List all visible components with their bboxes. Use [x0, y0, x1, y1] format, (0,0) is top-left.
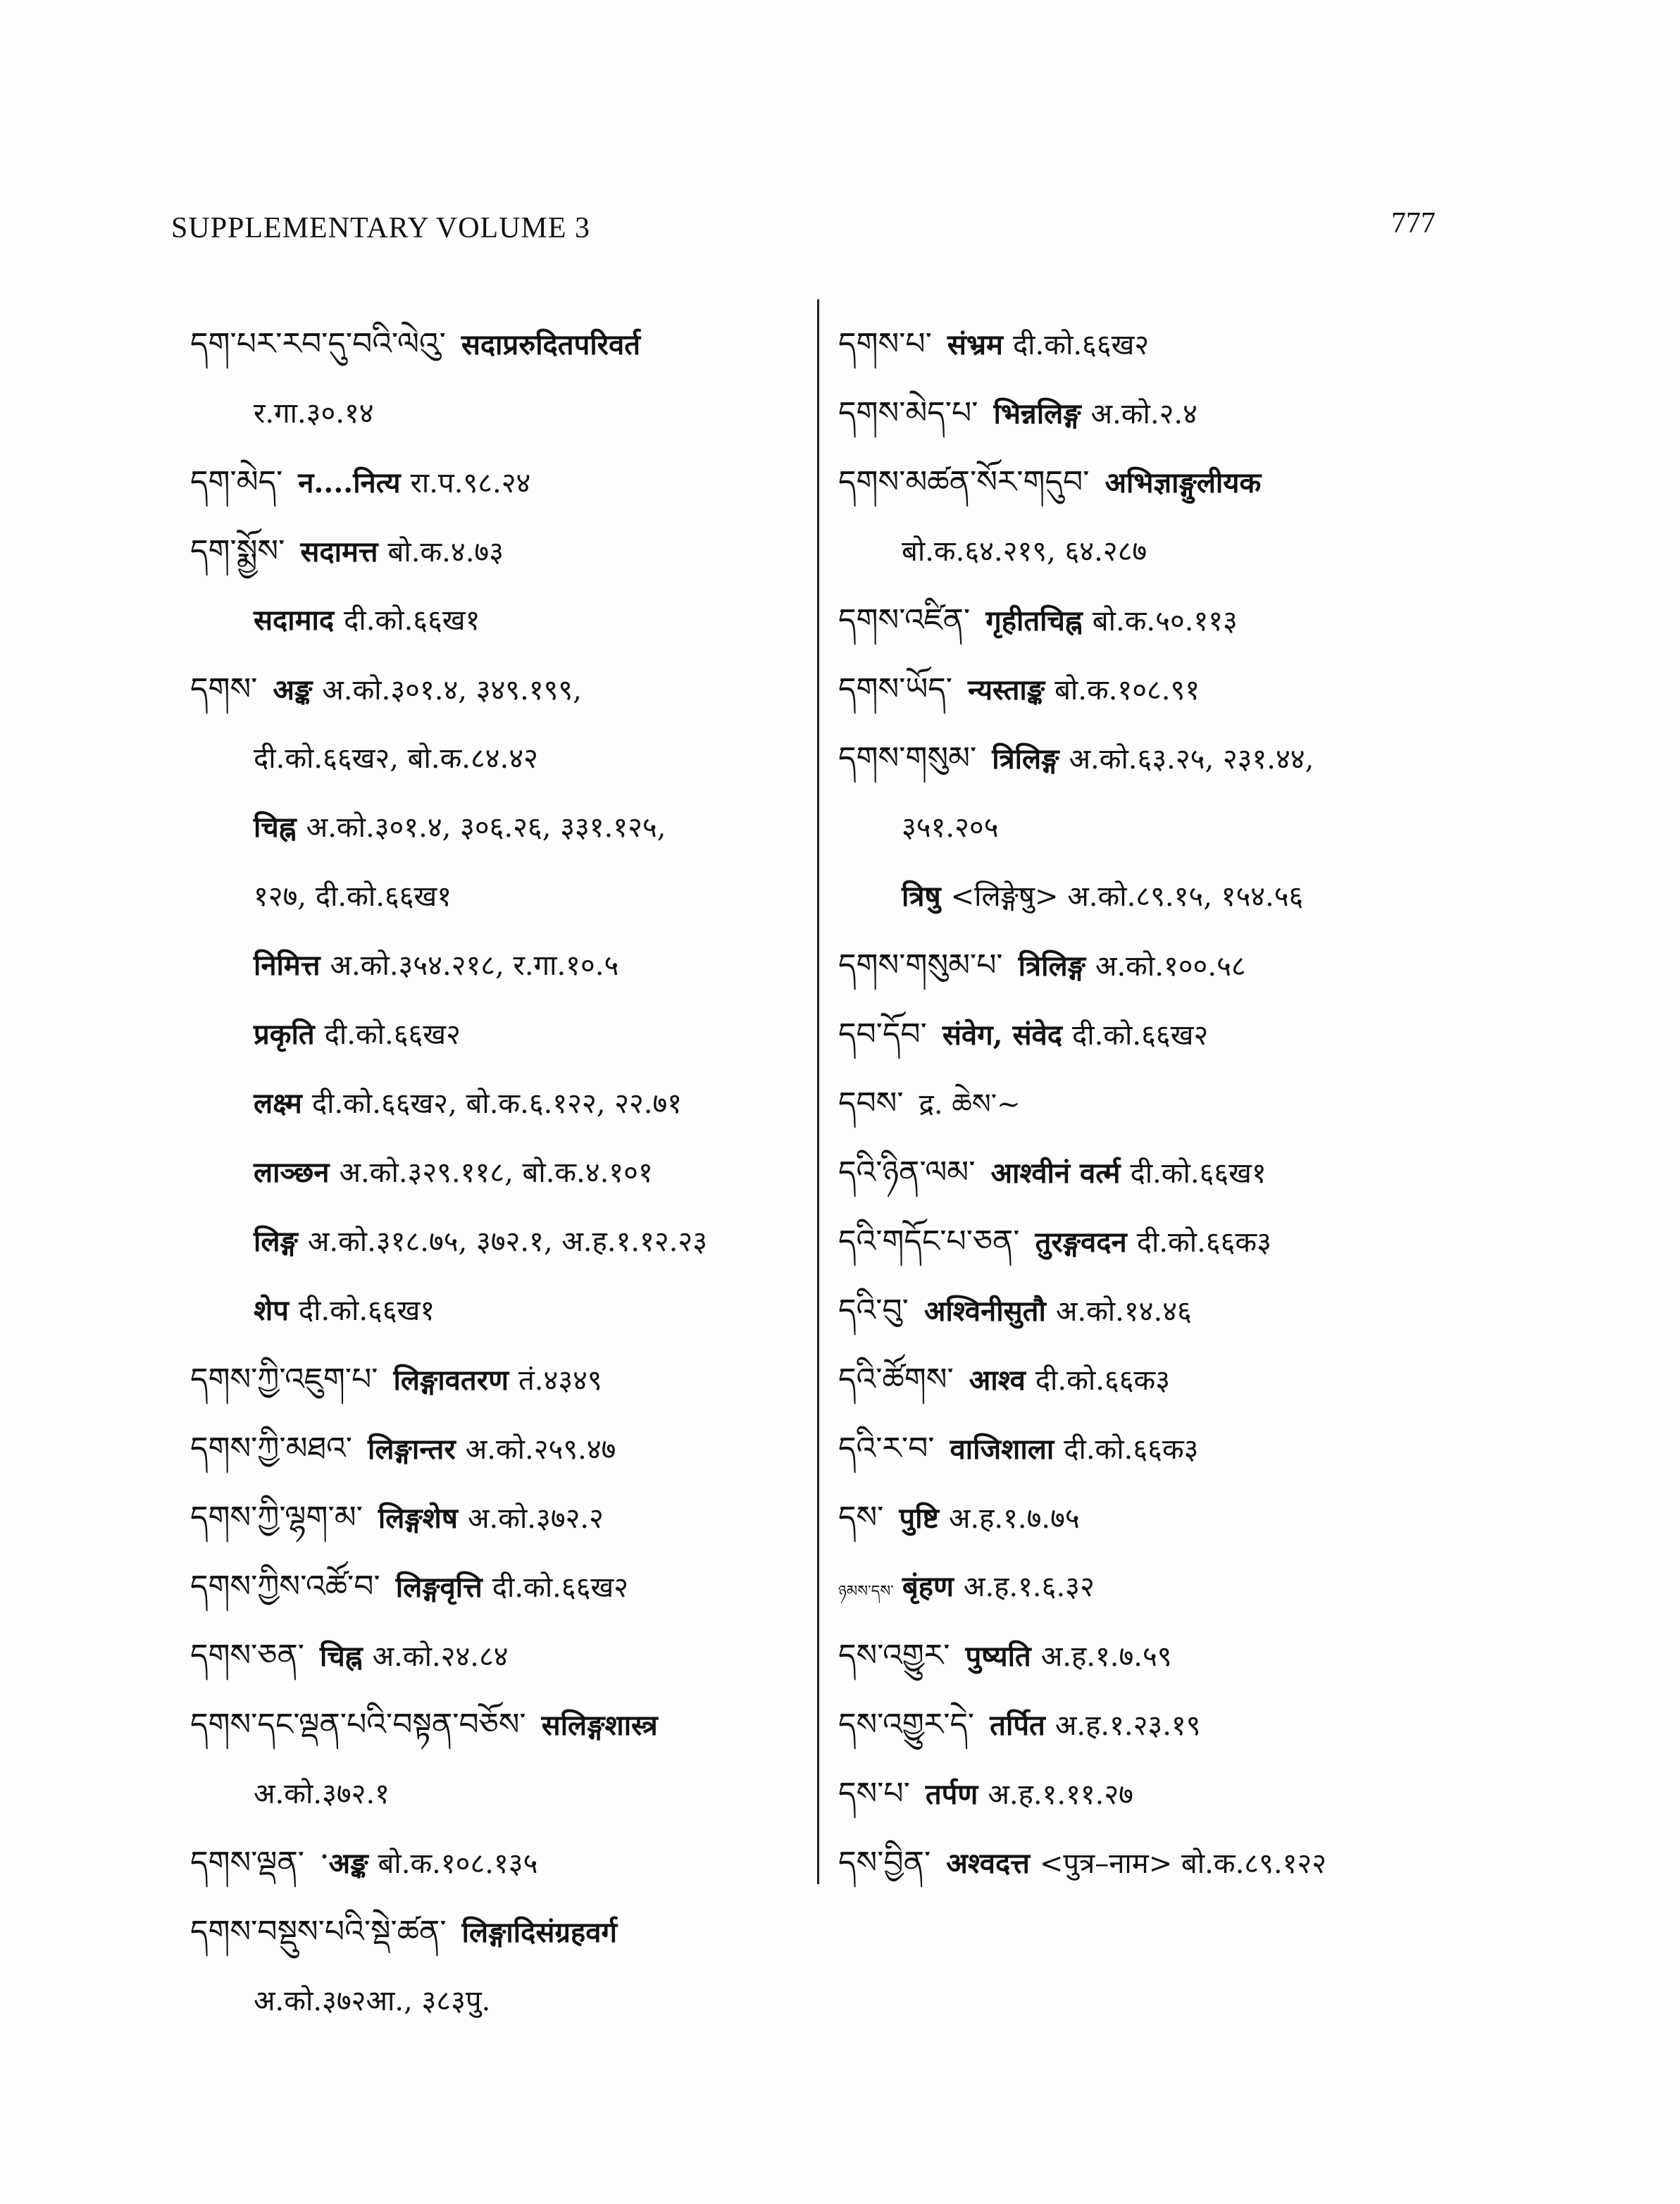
dictionary-entry — [838, 448, 1472, 517]
source-reference: बो.क.१०८.९१ — [1054, 674, 1200, 706]
dictionary-entry — [838, 1691, 1472, 1760]
sanskrit-gloss: लिङ्गावतरण — [393, 1364, 509, 1397]
dictionary-entry — [190, 1898, 810, 1967]
sanskrit-gloss: ॱअङ्क — [319, 1847, 368, 1880]
entry-continuation — [838, 793, 1472, 862]
entry-continuation — [190, 1207, 810, 1276]
sanskrit-gloss: न....नित्य — [298, 466, 401, 499]
entry-continuation — [190, 1000, 810, 1069]
tibetan-headword: དའི་ཚོགས་ — [838, 1362, 954, 1397]
source-reference: अ.ह.१.२३.१९ — [1054, 1710, 1201, 1742]
dictionary-entry — [838, 586, 1472, 655]
tibetan-headword: དགས་གསུམ་ — [838, 740, 977, 776]
dictionary-entry — [190, 517, 810, 586]
sanskrit-gloss: त्रिलिङ्ग — [992, 742, 1059, 776]
source-reference: बो.क.५०.११३ — [1092, 605, 1238, 637]
dictionary-entry — [838, 1483, 1472, 1552]
source-reference: अ.को.३७२आ., ३८३पु. — [254, 1985, 491, 2017]
tibetan-headword: དག་པར་རབ་དུ་བའི་ལེའུ་ — [190, 326, 446, 362]
source-reference: दी.को.६६क३ — [1035, 1364, 1171, 1397]
sanskrit-gloss: त्रिलिङ्ग — [1018, 950, 1085, 983]
source-reference: बो.क.६४.२१९, ६४.२८७ — [902, 535, 1147, 568]
tibetan-headword: ཉམས་དས་ — [838, 1583, 894, 1600]
source-reference: अ.को.२५९.४७ — [465, 1433, 616, 1466]
source-reference: अ.को.३१८.७५, ३७२.१, अ.ह.१.१२.२३ — [307, 1226, 708, 1258]
tibetan-headword: དགས་མེད་པ་ — [838, 395, 978, 431]
dictionary-entry — [838, 931, 1472, 1000]
source-reference: बो.क.४.७३ — [387, 536, 504, 568]
dictionary-entry — [838, 1276, 1472, 1345]
source-reference: ३५१.२०५ — [902, 811, 999, 844]
tibetan-headword: དགས་གསུམ་པ་ — [838, 947, 1003, 983]
dictionary-entry — [190, 1829, 810, 1898]
sanskrit-gloss: सदामत्त — [300, 535, 378, 568]
source-reference: अ.को.६३.२५, २३१.४४, — [1069, 743, 1314, 776]
sanskrit-gloss: आश्वीनं वर्त्म — [990, 1157, 1121, 1190]
entry-continuation — [838, 517, 1472, 586]
source-reference: दी.को.६६क३ — [1136, 1226, 1271, 1259]
tibetan-headword: དས་འགྱུར་ — [838, 1638, 950, 1674]
dictionary-entry — [838, 1345, 1472, 1414]
sanskrit-gloss: अङ्क — [273, 673, 313, 706]
dictionary-entry — [190, 310, 810, 379]
source-reference: दी.को.६६क३ — [1064, 1433, 1199, 1466]
tibetan-headword: དབས་ — [838, 1085, 904, 1121]
sanskrit-gloss: संवेग, संवेद — [942, 1019, 1063, 1052]
source-reference: बो.क.१०८.१३५ — [378, 1848, 538, 1880]
dictionary-entry — [190, 1414, 810, 1483]
dictionary-entry — [190, 448, 810, 517]
sanskrit-gloss: लिङ्गादिसंग्रहवर्ग — [461, 1916, 617, 1949]
sanskrit-gloss: लाञ्छन — [254, 1156, 330, 1189]
sanskrit-gloss: तुरङ्गवदन — [1035, 1226, 1127, 1259]
entry-continuation — [190, 793, 810, 862]
sanskrit-gloss: वाजिशाला — [950, 1433, 1054, 1466]
sanskrit-gloss: लिङ्गशेष — [378, 1502, 458, 1535]
source-reference: अ.को.१००.५८ — [1095, 950, 1246, 983]
dictionary-entry — [838, 655, 1472, 724]
source-reference: अ.ह.१.६.३२ — [963, 1571, 1095, 1603]
source-reference: दी.को.६६ख१ — [298, 1295, 435, 1327]
source-reference: द्र. ཆེས་~ — [919, 1088, 1021, 1121]
tibetan-headword: དག་མེད་ — [190, 464, 283, 500]
source-reference: १२७, दी.को.६६ख१ — [254, 880, 452, 913]
sanskrit-gloss: पुष्टि — [899, 1502, 939, 1535]
tibetan-headword: དགས་ལྡན་ — [190, 1845, 304, 1881]
source-reference: दी.को.६६ख१ — [344, 604, 480, 637]
source-reference: अ.ह.१.७.५९ — [1040, 1640, 1172, 1673]
entry-continuation — [190, 862, 810, 931]
right-column — [838, 310, 1472, 1898]
source-reference: अ.ह.१.११.२७ — [988, 1779, 1133, 1811]
sanskrit-gloss: तर्पण — [925, 1778, 978, 1811]
entry-continuation — [190, 724, 810, 793]
tibetan-headword: དགས་ཡོད་ — [838, 671, 953, 707]
sanskrit-gloss: चिह्न — [319, 1640, 363, 1673]
dictionary-entry — [838, 310, 1472, 379]
dictionary-entry — [190, 1483, 810, 1552]
source-reference: अ.को.२.४ — [1090, 398, 1197, 430]
tibetan-headword: དགས་པ་ — [838, 326, 932, 362]
page-number: 777 — [1391, 207, 1436, 239]
sanskrit-gloss: आश्व — [969, 1364, 1026, 1397]
tibetan-headword: དས་པ་ — [838, 1776, 910, 1812]
sanskrit-gloss: लिङ्ग — [254, 1225, 298, 1258]
sanskrit-gloss: शेप — [254, 1294, 289, 1327]
source-reference: दी.को.६६ख२, बो.क.८४.४२ — [254, 742, 538, 775]
dictionary-entry — [838, 1829, 1472, 1898]
sanskrit-gloss: पुष्यति — [965, 1640, 1031, 1673]
source-reference: दी.को.६६ख१ — [1130, 1157, 1267, 1190]
dictionary-entry — [838, 1621, 1472, 1691]
source-reference: दी.को.६६ख२ — [492, 1571, 629, 1604]
sanskrit-gloss: भिन्नलिङ्ग — [993, 397, 1081, 430]
entry-continuation — [190, 1276, 810, 1345]
source-reference: तं.४३४९ — [518, 1364, 602, 1397]
tibetan-headword: དགས་ཅན་ — [190, 1638, 304, 1674]
dictionary-entry — [838, 1552, 1472, 1621]
source-reference: अ.को.३०१.४, ३०६.२६, ३३१.१२५, — [306, 811, 666, 844]
tibetan-headword: དགས་དང་ལྡན་པའི་བསྟན་བཅོས་ — [190, 1707, 526, 1743]
tibetan-headword: དགས་ཀྱི་འཇུག་པ་ — [190, 1362, 378, 1397]
tibetan-headword: དགས་མཚན་སོར་གདུབ་ — [838, 464, 1090, 500]
dictionary-entry — [190, 1345, 810, 1414]
entry-continuation — [190, 1967, 810, 2036]
sanskrit-gloss: अभिज्ञाङ्गुलीयक — [1105, 466, 1262, 499]
tibetan-headword: དའི་གདོང་པ་ཅན་ — [838, 1224, 1020, 1259]
source-reference: दी.को.६६ख२ — [1072, 1019, 1209, 1052]
tibetan-headword: དའི་བུ་ — [838, 1293, 909, 1328]
column-divider — [817, 299, 819, 1884]
running-head: SUPPLEMENTARY VOLUME 3 — [171, 212, 591, 244]
tibetan-headword: དའི་ར་བ་ — [838, 1431, 935, 1467]
entry-continuation — [190, 586, 810, 655]
dictionary-entry — [838, 1207, 1472, 1276]
tibetan-headword: དགས་བསྡུས་པའི་སྡེ་ཚན་ — [190, 1914, 447, 1950]
source-reference: अ.को.१४.४६ — [1055, 1295, 1192, 1328]
dictionary-entry — [838, 1069, 1472, 1138]
source-reference: अ.को.३०१.४, ३४९.१९९, — [322, 674, 582, 706]
dictionary-entry — [838, 1000, 1472, 1069]
tibetan-headword: དས་འགྱུར་དེ་ — [838, 1707, 975, 1743]
sanskrit-gloss: निमित्त — [254, 949, 321, 982]
tibetan-headword: དའི་ཉིན་ལམ་ — [838, 1154, 976, 1190]
dictionary-entry — [838, 724, 1472, 793]
dictionary-entry — [190, 1691, 810, 1760]
source-reference: अ.को.३७२.१ — [254, 1778, 390, 1810]
entry-continuation — [190, 1138, 810, 1207]
sanskrit-gloss: चिह्न — [254, 811, 297, 844]
source-reference: अ.को.३२९.११८, बो.क.४.१०१ — [339, 1157, 653, 1189]
dictionary-entry — [190, 655, 810, 724]
tibetan-headword: དབ་དོབ་ — [838, 1016, 927, 1052]
sanskrit-gloss: अश्वदत्त — [946, 1847, 1030, 1880]
sanskrit-gloss: गृहीतचिह्न — [985, 604, 1083, 637]
sanskrit-gloss: न्यस्ताङ्क — [968, 673, 1045, 706]
sanskrit-gloss: बृंहण — [902, 1570, 954, 1603]
source-reference: दी.को.६६ख२ — [324, 1019, 461, 1051]
source-reference: अ.को.३७२.२ — [467, 1502, 604, 1535]
entry-continuation — [190, 1760, 810, 1829]
source-reference: दी.को.६६ख२, बो.क.६.१२२, २२.७१ — [311, 1088, 683, 1120]
source-reference: रा.प.९८.२४ — [410, 467, 531, 499]
sanskrit-gloss: त्रिषु — [902, 880, 941, 913]
sanskrit-gloss: संभ्रम — [947, 328, 1003, 361]
tibetan-headword: དས་བྱིན་ — [838, 1845, 931, 1881]
entry-continuation — [190, 1069, 810, 1138]
tibetan-headword: དགས་འཛིན་ — [838, 602, 971, 638]
left-column — [190, 310, 810, 2036]
entry-continuation — [190, 379, 810, 448]
tibetan-headword: དགས་ཀྱི་ལྷག་མ་ — [190, 1500, 363, 1536]
source-reference: अ.को.३५४.२१८, र.गा.१०.५ — [330, 950, 619, 982]
dictionary-entry — [838, 1414, 1472, 1483]
dictionary-entry — [838, 1760, 1472, 1829]
sanskrit-gloss: लक्ष्म — [254, 1087, 302, 1120]
source-reference: <लिङ्गेषु> अ.को.८९.१५, १५४.५६ — [950, 880, 1304, 913]
sanskrit-gloss: अश्विनीसुतौ — [923, 1295, 1046, 1328]
tibetan-headword: དས་ — [838, 1500, 884, 1536]
dictionary-entry — [838, 1138, 1472, 1207]
tibetan-headword: དགས་ — [190, 671, 258, 707]
source-reference: अ.ह.१.७.७५ — [948, 1502, 1080, 1535]
tibetan-headword: དགས་ཀྱིས་འཚོ་བ་ — [190, 1569, 380, 1605]
source-reference: र.गा.३०.१४ — [254, 397, 374, 430]
sanskrit-gloss: तर्पित — [990, 1709, 1045, 1742]
dictionary-entry — [838, 379, 1472, 448]
source-reference: अ.को.२४.८४ — [372, 1640, 509, 1673]
tibetan-headword: དགས་ཀྱི་མཐའ་ — [190, 1431, 353, 1467]
sanskrit-gloss: सलिङ्गशास्त्र — [541, 1709, 658, 1742]
sanskrit-gloss: लिङ्गवृत्ति — [395, 1571, 483, 1604]
dictionary-entry — [190, 1552, 810, 1621]
dictionary-entry — [190, 1621, 810, 1691]
sanskrit-gloss: प्रकृति — [254, 1018, 315, 1051]
sanskrit-gloss: सदामाद — [254, 604, 335, 637]
entry-continuation — [190, 931, 810, 1000]
entry-continuation — [838, 862, 1472, 931]
sanskrit-gloss: सदाप्ररुदितपरिवर्त — [461, 328, 641, 361]
sanskrit-gloss: लिङ्गान्तर — [368, 1433, 456, 1466]
source-reference: दी.को.६६ख२ — [1012, 329, 1150, 361]
source-reference: <पुत्र–नाम> बो.क.८९.१२२ — [1039, 1848, 1326, 1880]
tibetan-headword: དག་སྨྱོས་ — [190, 533, 285, 569]
